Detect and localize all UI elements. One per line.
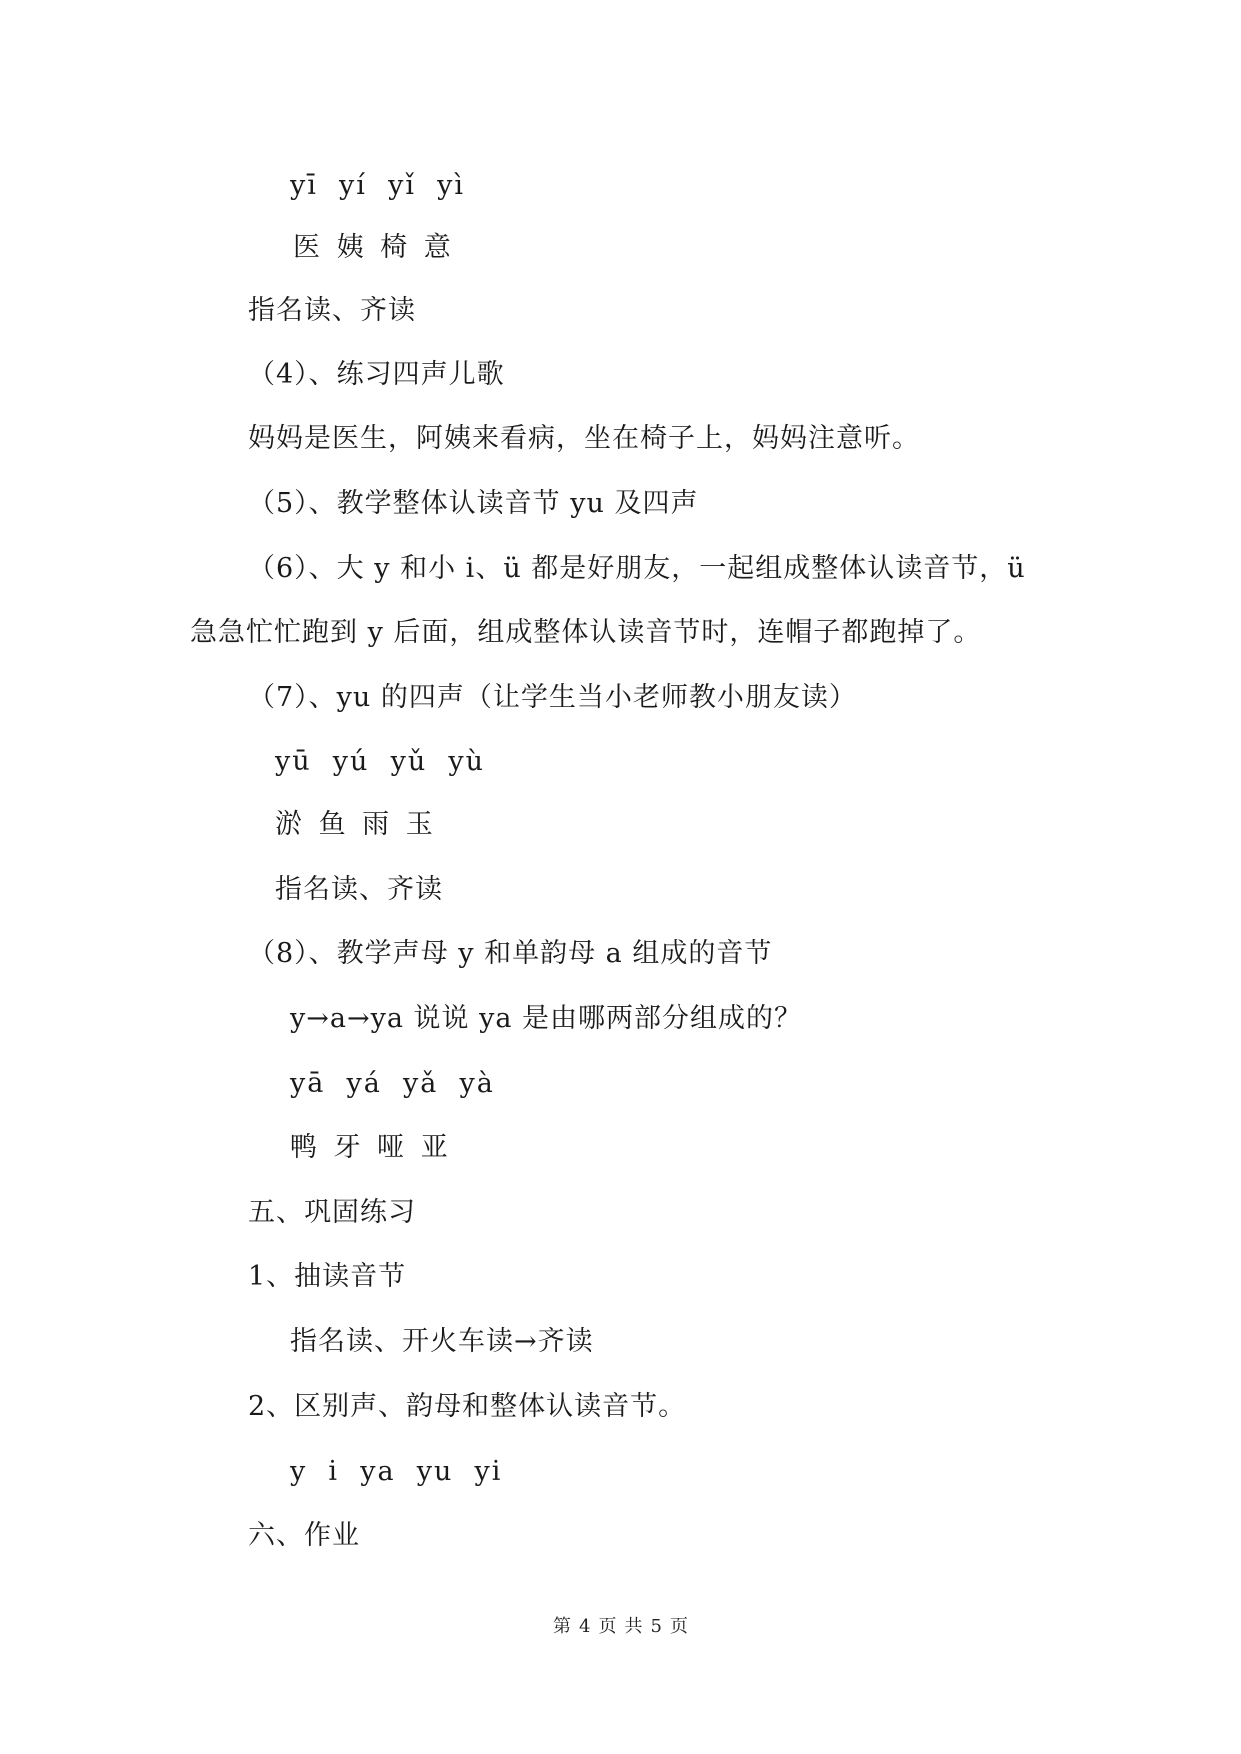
page-footer (0, 1612, 1241, 1638)
exercise-1-method: 指名读、开火车读→齐读 (290, 1326, 594, 1357)
step-4: （4）、练习四声儿歌 (248, 359, 505, 390)
hanzi-yi-words: 医 姨 椅 意 (293, 232, 455, 263)
footer-page-word: 页 (598, 1616, 617, 1637)
instruction-read: 指名读、齐读 (248, 295, 416, 326)
instruction-read-2: 指名读、齐读 (275, 874, 443, 905)
pinyin-yi-tones: yī yí yǐ yì (290, 170, 466, 201)
footer-total-pages: 5 (650, 1616, 662, 1637)
pinyin-ya-tones: yā yá yǎ yà (290, 1068, 495, 1099)
step-6: （6）、大 y 和小 i、ü 都是好朋友，一起组成整体认读音节，ü (248, 553, 1026, 584)
exercise-1: 1、抽读音节 (248, 1261, 407, 1292)
step-7: （7）、yu 的四声（让学生当小老师教小朋友读） (248, 682, 857, 713)
step-8: （8）、教学声母 y 和单韵母 a 组成的音节 (248, 938, 773, 969)
section-6-heading: 六、作业 (248, 1520, 360, 1551)
section-5-heading: 五、巩固练习 (248, 1197, 416, 1228)
footer-prefix: 第 (553, 1616, 572, 1637)
ya-composition: y→a→ya 说说 ya 是由哪两部分组成的？ (290, 1003, 803, 1034)
hanzi-ya-words: 鸭 牙 哑 亚 (290, 1132, 452, 1163)
step-5: （5）、教学整体认读音节 yu 及四声 (248, 488, 699, 519)
exercise-2: 2、区别声、韵母和整体认读音节。 (248, 1391, 687, 1422)
footer-total-word: 共 (624, 1616, 643, 1637)
footer-suffix: 页 (669, 1616, 688, 1637)
footer-current-page: 4 (579, 1616, 591, 1637)
pinyin-yu-tones: yū yú yǔ yù (275, 746, 486, 777)
nursery-rhyme: 妈妈是医生，阿姨来看病，坐在椅子上，妈妈注意听。 (248, 423, 920, 454)
exercise-2-syllables: y i ya yu yi (290, 1456, 503, 1487)
hanzi-yu-words: 淤 鱼 雨 玉 (275, 809, 437, 840)
step-6-continued: 急急忙忙跑到 y 后面，组成整体认读音节时，连帽子都跑掉了。 (190, 617, 982, 648)
